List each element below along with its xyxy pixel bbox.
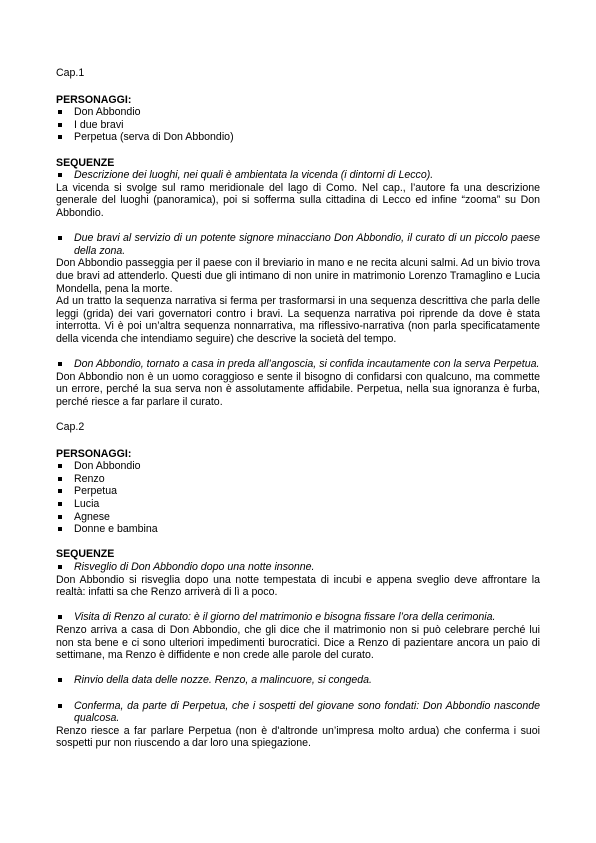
sequence-title: Risveglio di Don Abbondio dopo una notte insonne.	[56, 561, 540, 574]
list-item: Don Abbondio	[56, 460, 540, 473]
bullet-icon	[58, 527, 62, 531]
document-page	[56, 67, 540, 750]
sequence-title: Descrizione dei luoghi, nei quali è ambientata la vicenda (i dintorni di Lecco).	[56, 169, 540, 182]
list-item: Agnese	[56, 511, 540, 524]
bullet-icon	[58, 362, 62, 366]
paragraph: Don Abbondio si risveglia dopo una notte tempestata di incubi e appena sveglio deve affrontare la realtà: infatti sa che Renzo arriverà di lì a poco.	[56, 573, 540, 599]
bullet-icon	[58, 110, 62, 114]
bullet-icon	[58, 502, 62, 506]
list-item: Lucia	[56, 498, 540, 511]
list-item: Renzo	[56, 473, 540, 486]
bullet-icon	[58, 704, 62, 708]
bullet-icon	[58, 236, 62, 240]
paragraph: Ad un tratto la sequenza narrativa si ferma per trasformarsi in una sequenza descrittiva che parla delle leggi (grida) dei vari governatori contro i bravi. La sequenza narrativa poi riprende da dove è stata interrotta. Vi è poi un’altra sequenza nonnarrativa, ma riflessivo-narrativa (non parla specificatamente della vicenda che intendiamo seguire) che descrive la società del tempo.	[56, 295, 540, 345]
sequence-title: Conferma, da parte di Perpetua, che i sospetti del giovane sono fondati: Don Abbondio nasconde qualcosa.	[56, 700, 540, 725]
list-item: Perpetua (serva di Don Abbondio)	[56, 131, 540, 144]
chapter-title: Cap.2	[56, 421, 85, 434]
list-item: Don Abbondio	[56, 106, 540, 119]
list-item: Perpetua	[56, 485, 540, 498]
sequence-list	[56, 611, 540, 624]
sequence-title: Visita di Renzo al curato: è il giorno del matrimonio e bisogna fissare l’ora della cerimonia.	[56, 611, 540, 624]
bullet-icon	[58, 464, 62, 468]
sequence-title: Don Abbondio, tornato a casa in preda all’angoscia, si confida incautamente con la serva Perpetua.	[56, 358, 540, 371]
sequence-title: Due bravi al servizio di un potente signore minacciano Don Abbondio, il curato di un piccolo paese della zona.	[56, 232, 540, 257]
paragraph: Don Abbondio non è un uomo coraggioso e sente il bisogno di confidarsi con qualcuno, ma commette un errore, perché la sua serva non è assolutamente affidabile. Perpetua, nella sua ignoranza è furba, perché riesce a far parlare il curato.	[56, 370, 540, 408]
characters-heading: PERSONAGGI:	[56, 447, 132, 460]
bullet-icon	[58, 477, 62, 481]
sequence-list	[56, 232, 540, 257]
sequences-heading: SEQUENZE	[56, 156, 115, 169]
bullet-icon	[58, 489, 62, 493]
bullet-icon	[58, 123, 62, 127]
chapter-title: Cap.1	[56, 67, 85, 79]
bullet-icon	[58, 615, 62, 619]
paragraph: Renzo riesce a far parlare Perpetua (non è d'altronde un’impresa molto ardua) che conferma i suoi sospetti pur non riuscendo a dar loro una spiegazione.	[56, 724, 540, 750]
bullet-icon	[58, 565, 62, 569]
sequence-list	[56, 561, 540, 574]
sequence-list	[56, 169, 540, 182]
bullet-icon	[58, 515, 62, 519]
sequence-list	[56, 674, 540, 687]
sequences-heading: SEQUENZE	[56, 548, 115, 561]
sequence-title: Rinvio della data delle nozze. Renzo, a malincuore, si congeda.	[56, 674, 540, 687]
characters-list	[56, 460, 540, 536]
bullet-icon	[58, 135, 62, 139]
sequence-list	[56, 358, 540, 371]
paragraph: Renzo arriva a casa di Don Abbondio, che gli dice che il matrimonio non si può celebrare perché lui non sta bene e ci sono ulteriori impedimenti burocratici. Dice a Renzo di pazientare ancora un paio di settimane, ma Renzo è diffidente e non crede alle parole del curato.	[56, 623, 540, 662]
characters-list	[56, 106, 540, 144]
paragraph: Don Abbondio passeggia per il paese con il breviario in mano e ne recita alcuni salmi. Ad un bivio trova due bravi ad attenderlo. Questi due gli intimano di non unire in matrimonio Lorenzo Tramaglino e Lucia Mondella, pena la morte.	[56, 257, 540, 295]
list-item: Donne e bambina	[56, 523, 540, 536]
sequence-list	[56, 700, 540, 725]
paragraph: La vicenda si svolge sul ramo meridionale del lago di Como. Nel cap., l’autore fa una descrizione generale del luoghi (panoramica), poi si sofferma sulla cittadina di Lecco ed infine “zooma” su Don Abbondio.	[56, 181, 540, 219]
characters-heading: PERSONAGGI:	[56, 93, 132, 106]
list-item: I due bravi	[56, 119, 540, 132]
bullet-icon	[58, 173, 62, 177]
bullet-icon	[58, 678, 62, 682]
